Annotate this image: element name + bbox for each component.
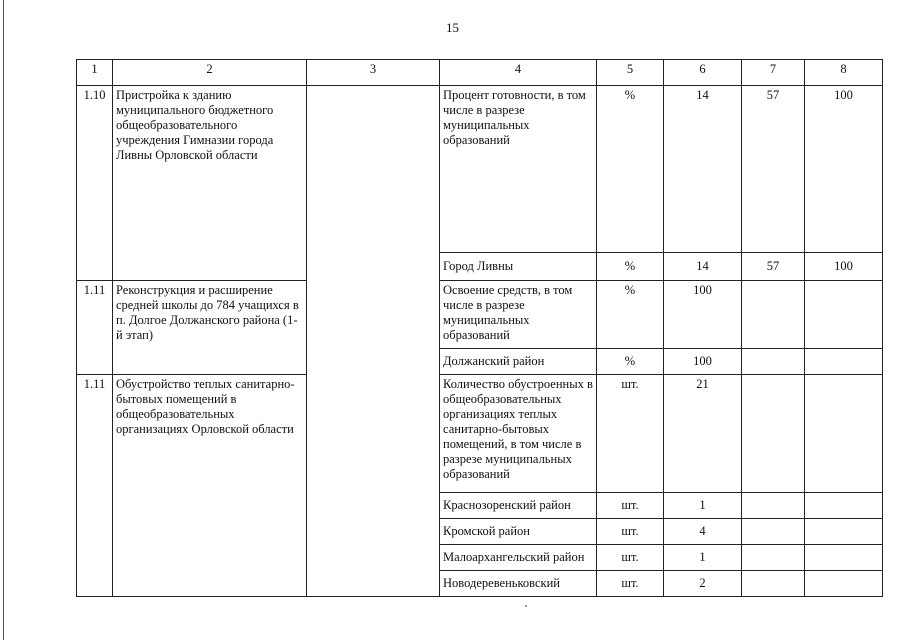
indicator-value-8: 100: [805, 253, 883, 281]
indicator-unit: шт.: [597, 545, 664, 571]
indicator-value-8: [805, 571, 883, 597]
indicator-label: Количество обустроенных в общеобразовательных организациях теплых санитарно-бытовых помещений, в том числе в разрезе муниципальных образований: [440, 375, 597, 493]
scan-speck: [525, 605, 527, 607]
measure-name: Пристройка к зданию муниципального бюджетного общеобразовательного учреждения Гимназии города Ливны Орловской области: [113, 86, 307, 281]
indicator-value-7: [742, 349, 805, 375]
indicator-unit: %: [597, 349, 664, 375]
indicator-value-7: 57: [742, 86, 805, 253]
indicator-unit: шт.: [597, 571, 664, 597]
indicator-value-8: 100: [805, 86, 883, 253]
indicator-label: Краснозоренский район: [440, 493, 597, 519]
indicator-value-8: [805, 545, 883, 571]
column-header: 1: [77, 60, 113, 86]
indicator-label: Должанский район: [440, 349, 597, 375]
indicator-unit: шт.: [597, 493, 664, 519]
indicator-label: Город Ливны: [440, 253, 597, 281]
indicator-value-8: [805, 493, 883, 519]
indicator-label: Освоение средств, в том числе в разрезе муниципальных образований: [440, 281, 597, 349]
indicator-value-6: 4: [664, 519, 742, 545]
table-row: [77, 86, 883, 253]
column-header: 2: [113, 60, 307, 86]
indicator-value-6: 21: [664, 375, 742, 493]
indicator-value-7: [742, 545, 805, 571]
indicator-value-7: [742, 281, 805, 349]
indicator-unit: %: [597, 86, 664, 253]
column-header: 7: [742, 60, 805, 86]
indicator-value-6: 1: [664, 545, 742, 571]
column-3-cell: [307, 86, 440, 281]
row-number: 1.10: [77, 86, 113, 281]
column-3-cell: [307, 375, 440, 597]
page-number: 15: [446, 20, 459, 35]
indicator-value-7: [742, 493, 805, 519]
indicator-label: Кромской район: [440, 519, 597, 545]
indicator-value-6: 14: [664, 253, 742, 281]
measure-name: Реконструкция и расширение средней школы до 784 учащихся в п. Долгое Должанского района (1-й этап): [113, 281, 307, 375]
indicator-value-6: 1: [664, 493, 742, 519]
indicator-value-8: [805, 519, 883, 545]
scan-edge-line: [3, 0, 4, 640]
indicator-value-7: [742, 519, 805, 545]
row-number: 1.11: [77, 375, 113, 597]
indicator-label: Малоархангельский район: [440, 545, 597, 571]
indicator-value-8: [805, 281, 883, 349]
table-row: [77, 375, 883, 493]
indicator-value-6: 100: [664, 281, 742, 349]
indicator-value-7: [742, 571, 805, 597]
indicator-unit: шт.: [597, 375, 664, 493]
indicator-unit: %: [597, 253, 664, 281]
column-header: 5: [597, 60, 664, 86]
column-header: 8: [805, 60, 883, 86]
indicator-unit: %: [597, 281, 664, 349]
indicator-value-7: [742, 375, 805, 493]
column-header: 3: [307, 60, 440, 86]
measure-name: Обустройство теплых санитарно-бытовых помещений в общеобразовательных организациях Орловской области: [113, 375, 307, 597]
indicator-label: Процент готовности, в том числе в разрезе муниципальных образований: [440, 86, 597, 253]
header-row: [77, 60, 883, 86]
indicator-value-8: [805, 375, 883, 493]
indicator-value-7: 57: [742, 253, 805, 281]
table-row: [77, 281, 883, 349]
indicator-value-6: 2: [664, 571, 742, 597]
program-indicators-table: [76, 59, 883, 597]
column-header: 6: [664, 60, 742, 86]
column-header: 4: [440, 60, 597, 86]
indicator-value-6: 14: [664, 86, 742, 253]
indicator-value-8: [805, 349, 883, 375]
column-3-cell: [307, 281, 440, 375]
indicator-value-6: 100: [664, 349, 742, 375]
indicator-unit: шт.: [597, 519, 664, 545]
indicator-label: Новодеревеньковский: [440, 571, 597, 597]
row-number: 1.11: [77, 281, 113, 375]
table-body: [77, 60, 883, 597]
